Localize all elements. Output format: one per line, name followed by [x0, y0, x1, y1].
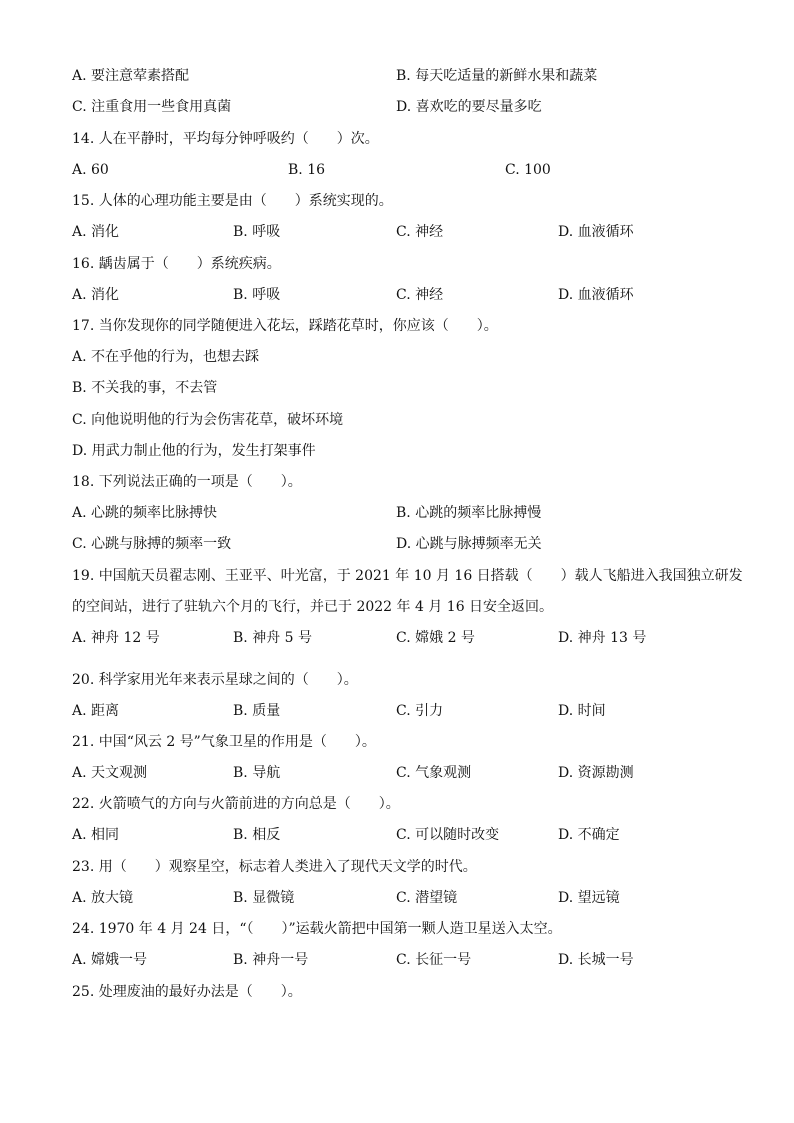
- question-25-stem: 25. 处理废油的最好办法是（ ）。: [72, 984, 302, 1000]
- option-a: A. 距离: [72, 703, 120, 719]
- question-21-stem: 21. 中国“风云 2 号”气象卫星的作用是（ ）。: [72, 734, 376, 750]
- option-b: B. 质量: [233, 703, 281, 719]
- option-c: C. 引力: [396, 703, 444, 719]
- question-19-stem-line-1: 19. 中国航天员翟志刚、王亚平、叶光富，于 2021 年 10 月 16 日搭载（ ）载人飞船进入我国独立研发: [72, 568, 743, 584]
- option-d: D. 血液循环: [558, 224, 634, 240]
- option-d: D. 资源勘测: [558, 765, 634, 781]
- question-18-stem: 18. 下列说法正确的一项是（ ）。: [72, 474, 302, 490]
- question-19-stem-line-2: 的空间站，进行了驻轨六个月的飞行，并已于 2022 年 4 月 16 日安全返回。: [72, 599, 554, 615]
- option-b: B. 显微镜: [233, 890, 295, 906]
- option-a: A. 心跳的频率比脉搏快: [72, 505, 218, 521]
- question-15-stem: 15. 人体的心理功能主要是由（ ）系统实现的。: [72, 193, 393, 209]
- option-c: C. 心跳与脉搏的频率一致: [72, 536, 232, 552]
- option-b: B. 呼吸: [233, 287, 281, 303]
- option-b: B. 16: [288, 162, 326, 178]
- option-c: C. 潜望镜: [396, 890, 458, 906]
- option-d: D. 长城一号: [558, 952, 634, 968]
- question-17-option-b: B. 不关我的事，不去管: [72, 380, 218, 396]
- option-d: D. 血液循环: [558, 287, 634, 303]
- option-a: A. 嫦娥一号: [72, 952, 148, 968]
- question-22-stem: 22. 火箭喷气的方向与火箭前进的方向总是（ ）。: [72, 796, 400, 812]
- option-d: D. 神舟 13 号: [558, 630, 647, 646]
- option-b: B. 神舟一号: [233, 952, 309, 968]
- option-a: A. 60: [72, 162, 109, 178]
- option-c: C. 神经: [396, 224, 444, 240]
- option-a: A. 消化: [72, 224, 120, 240]
- option-c: C. 注重食用一些食用真菌: [72, 99, 232, 115]
- option-c: C. 气象观测: [396, 765, 472, 781]
- question-17-option-d: D. 用武力制止他的行为，发生打架事件: [72, 443, 316, 459]
- question-24-stem: 24. 1970 年 4 月 24 日，“（ ）”运载火箭把中国第一颗人造卫星送入太空。: [72, 921, 562, 937]
- option-c: C. 100: [505, 162, 551, 178]
- option-a: A. 放大镜: [72, 890, 134, 906]
- option-c: C. 可以随时改变: [396, 827, 500, 843]
- question-14-stem: 14. 人在平静时，平均每分钟呼吸约（ ）次。: [72, 131, 379, 147]
- question-17-stem: 17. 当你发现你的同学随便进入花坛，踩踏花草时，你应该（ ）。: [72, 318, 498, 334]
- question-17-option-a: A. 不在乎他的行为，也想去踩: [72, 349, 260, 365]
- question-23-stem: 23. 用（ ）观察星空，标志着人类进入了现代天文学的时代。: [72, 859, 477, 875]
- option-b: B. 呼吸: [233, 224, 281, 240]
- question-20-stem: 20. 科学家用光年来表示星球之间的（ ）。: [72, 672, 358, 688]
- option-c: C. 嫦娥 2 号: [396, 630, 475, 646]
- option-a: A. 消化: [72, 287, 120, 303]
- option-a: A. 神舟 12 号: [72, 630, 160, 646]
- option-d: D. 喜欢吃的要尽量多吃: [396, 99, 542, 115]
- option-d: D. 心跳与脉搏频率无关: [396, 536, 542, 552]
- option-d: D. 时间: [558, 703, 606, 719]
- option-c: C. 长征一号: [396, 952, 472, 968]
- option-c: C. 神经: [396, 287, 444, 303]
- option-b: B. 神舟 5 号: [233, 630, 312, 646]
- option-b: B. 相反: [233, 827, 281, 843]
- option-b: B. 心跳的频率比脉搏慢: [396, 505, 542, 521]
- option-b: B. 每天吃适量的新鲜水果和蔬菜: [396, 68, 598, 84]
- option-b: B. 导航: [233, 765, 281, 781]
- option-a: A. 天文观测: [72, 765, 148, 781]
- option-a: A. 相同: [72, 827, 120, 843]
- question-17-option-c: C. 向他说明他的行为会伤害花草，破坏环境: [72, 412, 344, 428]
- option-a: A. 要注意荤素搭配: [72, 68, 190, 84]
- option-d: D. 望远镜: [558, 890, 620, 906]
- option-d: D. 不确定: [558, 827, 620, 843]
- question-16-stem: 16. 龋齿属于（ ）系统疾病。: [72, 256, 281, 272]
